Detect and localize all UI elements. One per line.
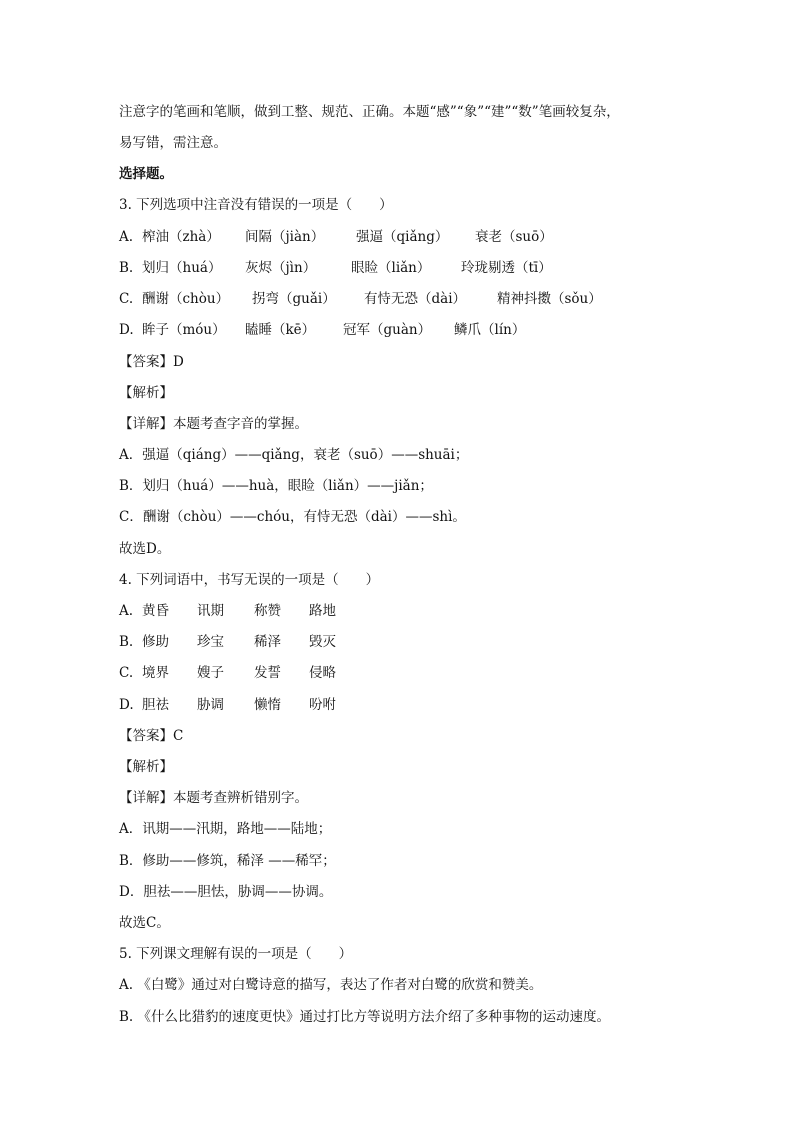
q4-stem: 4. 下列词语中，书写无误的一项是（ ）	[119, 572, 380, 588]
option-item: 发誓	[254, 665, 281, 681]
option-item: 间隔（jiàn）	[245, 229, 325, 245]
option-item: 瞌睡（kē）	[245, 322, 316, 338]
option-item: 玲珑剔透（tī）	[461, 260, 552, 276]
intro-line-2: 易写错，需注意。	[119, 135, 227, 151]
q3-detail: 【详解】本题考查字音的掌握。	[119, 416, 308, 432]
q5-stem: 5. 下列课文理解有误的一项是（ ）	[119, 946, 353, 962]
q3-analysis: 【解析】	[119, 385, 173, 401]
option-item: 吩咐	[309, 697, 336, 713]
option-item: 鳞爪（lín）	[454, 322, 526, 338]
q3-conclusion: 故选D。	[119, 541, 171, 557]
q3-answer: 【答案】D	[119, 354, 184, 370]
option-item: 懒惰	[254, 697, 281, 713]
q4-option-c	[119, 664, 336, 682]
option-label: A.	[119, 229, 134, 245]
option-item: 拐弯（guǎi）	[252, 291, 336, 307]
option-item: 称赞	[254, 603, 281, 619]
q3-option-c	[119, 290, 602, 308]
option-item: 眸子（móu）	[142, 322, 226, 338]
q3-stem: 3. 下列选项中注音没有错误的一项是（ ）	[119, 197, 393, 213]
option-label: C.	[119, 665, 134, 681]
option-item: 修助	[142, 634, 169, 650]
q5-option-a: A. 《白鹭》通过对白鹭诗意的描写，表达了作者对白鹭的欣赏和赞美。	[119, 977, 543, 993]
option-item: 路地	[309, 603, 336, 619]
q4-detail-a: A．讯期——汛期，路地——陆地；	[119, 821, 332, 837]
option-item: 灰烬（jìn）	[245, 260, 317, 276]
option-item: 划归（huá）	[142, 260, 222, 276]
option-item: 黄昏	[142, 603, 169, 619]
section-heading: 选择题。	[119, 166, 173, 182]
option-label: A.	[119, 603, 134, 619]
option-item: 冠军（guàn）	[343, 322, 432, 338]
option-item: 毁灭	[309, 634, 336, 650]
q4-detail: 【详解】本题考查辨析错别字。	[119, 790, 308, 806]
option-item: 有恃无恐（dài）	[364, 291, 467, 307]
q4-answer: 【答案】C	[119, 728, 184, 744]
q3-option-d	[119, 321, 525, 339]
q3-detail-a: A．强逼（qiáng）——qiǎng，衰老（suō）——shuāi；	[119, 447, 469, 463]
option-item: 酬谢（chòu）	[142, 291, 230, 307]
option-item: 精神抖擞（sǒu）	[497, 291, 602, 307]
q3-option-a	[119, 228, 553, 246]
q4-analysis: 【解析】	[119, 759, 173, 775]
q3-detail-b: B．划归（huá）——huà，眼睑（liǎn）——jiǎn；	[119, 478, 433, 494]
option-item: 胁调	[197, 697, 224, 713]
option-item: 胆祛	[142, 697, 169, 713]
intro-line-1: 注意字的笔画和笔顺，做到工整、规范、正确。本题“感”“象”“建”“数”笔画较复杂，	[119, 104, 620, 120]
q4-conclusion: 故选C。	[119, 915, 170, 931]
option-label: B.	[119, 260, 134, 276]
option-item: 稀泽	[254, 634, 281, 650]
option-item: 榨油（zhà）	[142, 229, 220, 245]
option-label: C.	[119, 291, 134, 307]
option-item: 讯期	[197, 603, 224, 619]
q3-detail-c: C．酬谢（chòu）——chóu，有恃无恐（dài）——shì。	[119, 509, 466, 525]
option-item: 衰老（suō）	[475, 229, 553, 245]
option-item: 珍宝	[197, 634, 224, 650]
option-item: 侵略	[309, 665, 336, 681]
option-item: 境界	[142, 665, 169, 681]
option-item: 强逼（qiǎng）	[356, 229, 449, 245]
q4-option-b	[119, 633, 336, 651]
option-item: 嫂子	[197, 665, 224, 681]
option-label: B.	[119, 634, 134, 650]
option-label: D.	[119, 697, 134, 713]
option-item: 眼睑（liǎn）	[351, 260, 431, 276]
q4-detail-d: D．胆祛——胆怯，胁调——协调。	[119, 884, 333, 900]
q4-option-d	[119, 696, 336, 714]
q3-option-b	[119, 259, 552, 277]
q5-option-b: B. 《什么比猎豹的速度更快》通过打比方等说明方法介绍了多种事物的运动速度。	[119, 1009, 611, 1025]
option-label: D.	[119, 322, 134, 338]
q4-option-a	[119, 602, 336, 620]
q4-detail-b: B．修助——修筑，稀泽 ——稀罕；	[119, 853, 336, 869]
